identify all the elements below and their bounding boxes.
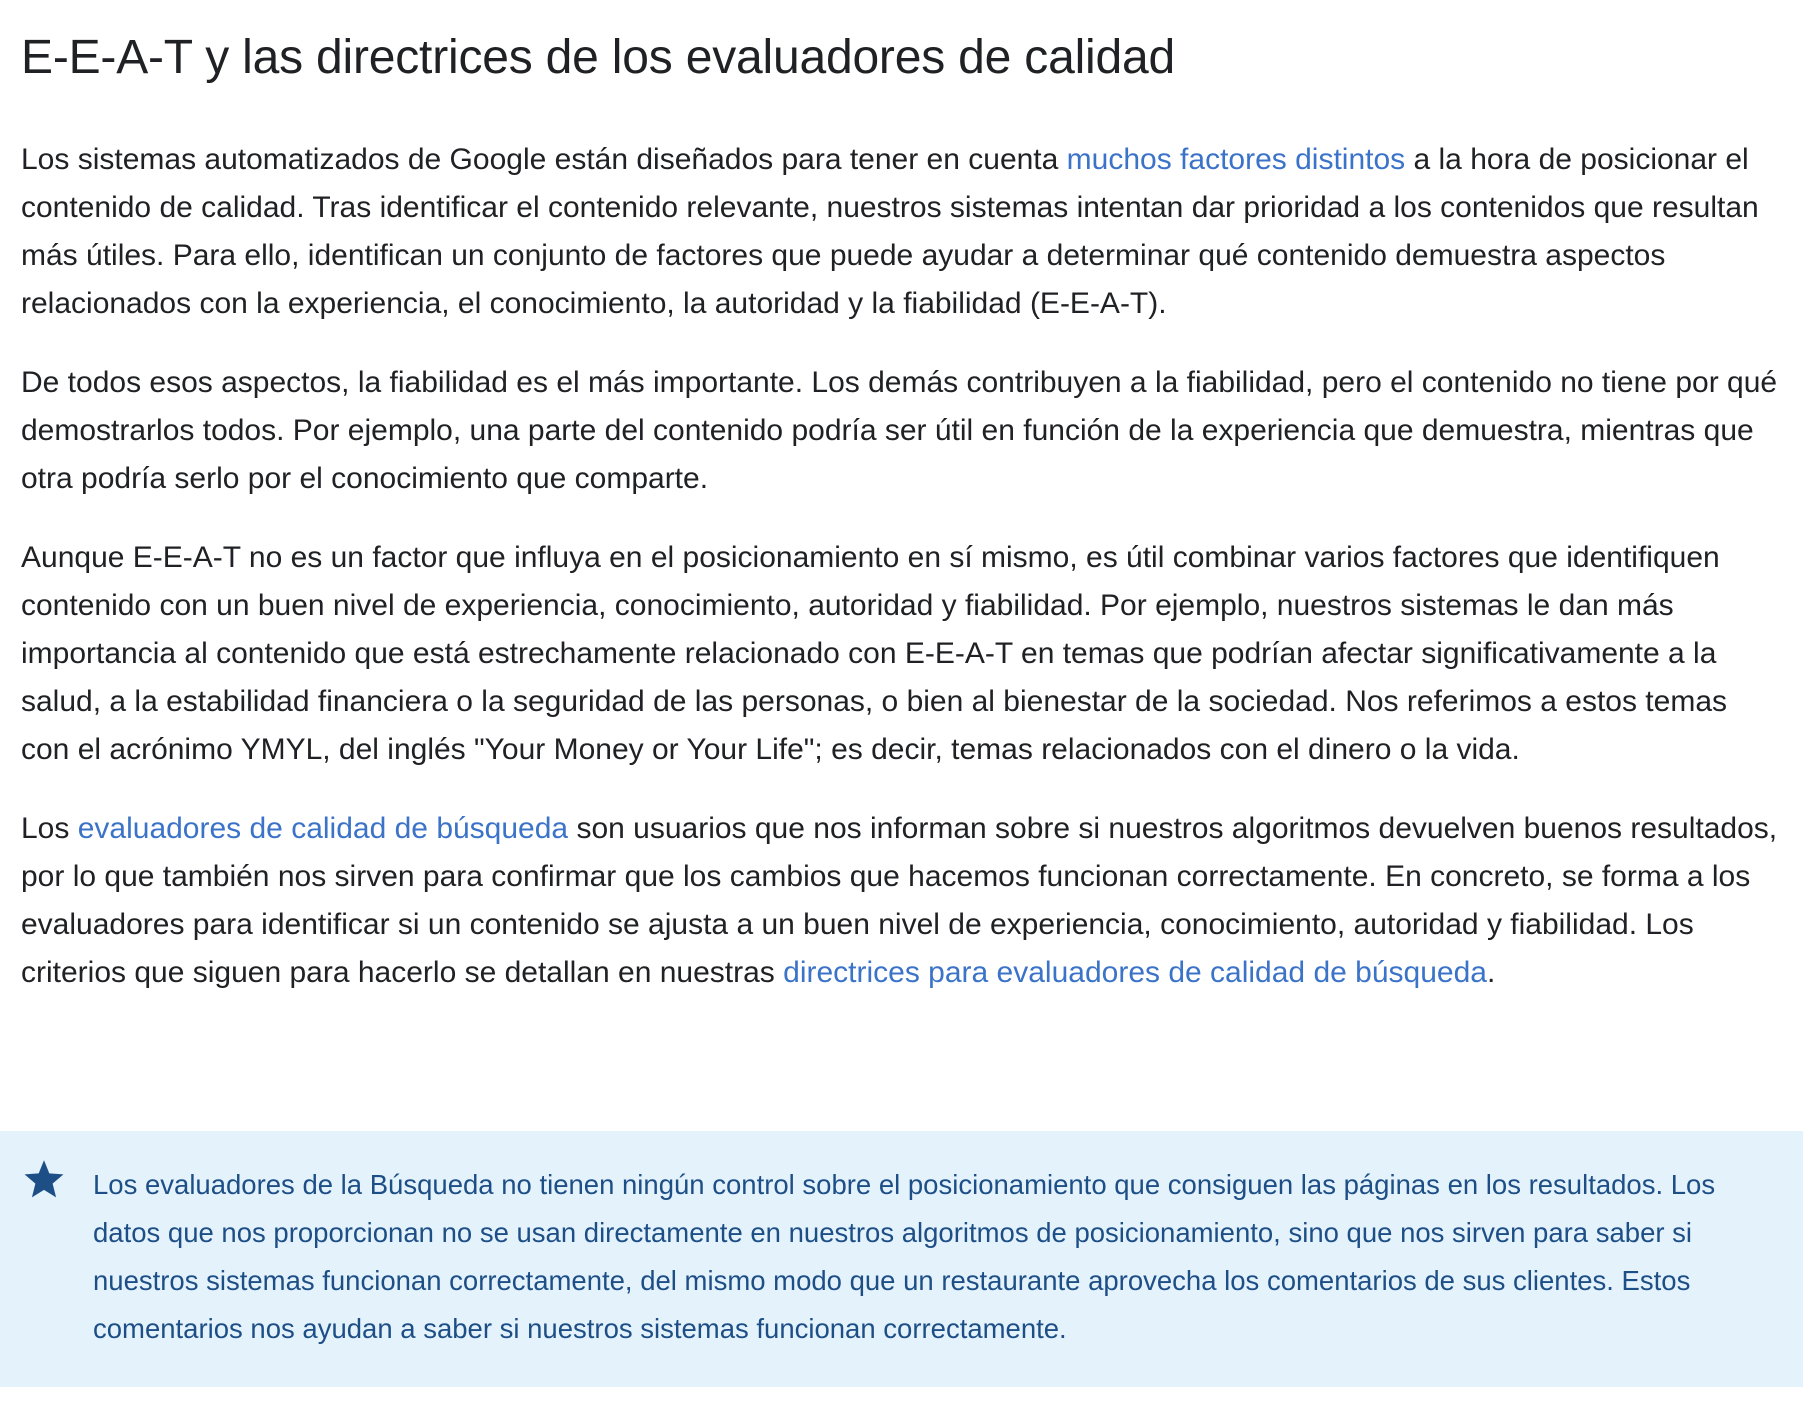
paragraph-quality-raters [21,805,1781,997]
paragraph-text: Los [21,812,78,845]
paragraph-text: son usuarios que nos informan sobre si nuestros algoritmos devuelven buenos resultados, por lo que también nos sirven para confirmar que los cambios que hacemos funcionan correctamente. En concreto, se forma a los evaluadores para identificar si un contenido se ajusta a un buen nivel de experiencia, conocimiento, autoridad y fiabilidad. Los criterios que siguen para hacerlo se detallan en nuestras [21,812,1778,989]
paragraph-ymyl: Aunque E-E-A-T no es un factor que influya en el posicionamiento en sí mismo, es útil combinar varios factores que identifiquen contenido con un buen nivel de experiencia, conocimiento, autoridad y fiabilidad. Por ejemplo, nuestros sistemas le dan más importancia al contenido que está estrechamente relacionado con E-E-A-T en temas que podrían afectar significativamente a la salud, a la estabilidad financiera o la seguridad de las personas, o bien al bienestar de la sociedad. Nos referimos a estos temas con el acrónimo YMYL, del inglés "Your Money or Your Life"; es decir, temas relacionados con el dinero o la vida. [21,541,1728,766]
paragraph-text: . [1486,956,1496,989]
link-rater-guidelines[interactable]: directrices para evaluadores de calidad de búsqueda [783,956,1487,989]
paragraph-trust: De todos esos aspectos, la fiabilidad es el más importante. Los demás contribuyen a la fiabilidad, pero el contenido no tiene por qué demostrarlos todos. Por ejemplo, una parte del contenido podría ser útil en función de la experiencia que demuestra, mientras que otra podría serlo por el conocimiento que comparte. [21,366,1778,495]
link-many-factors[interactable]: muchos factores distintos [1066,143,1406,176]
page-title: E-E-A-T y las directrices de los evaluadores de calidad [21,31,1175,84]
paragraph-text: a la hora de posicionar el contenido de calidad. Tras identificar el contenido relevante, nuestros sistemas intentan dar prioridad a los contenidos que resultan más útiles. Para ello, identifican un conjunto de factores que puede ayudar a determinar qué contenido demuestra aspectos relacionados con la experiencia, el conocimiento, la autoridad y la fiabilidad (E-E-A-T). [21,143,1759,320]
note-callout [0,1131,1803,1387]
paragraph-automated-systems [21,136,1781,328]
link-search-quality-raters[interactable]: evaluadores de calidad de búsqueda [77,812,569,845]
article-content [21,0,1781,997]
paragraph-text: Los sistemas automatizados de Google están diseñados para tener en cuenta [21,143,1067,176]
star-icon [22,1157,66,1201]
note-text: Los evaluadores de la Búsqueda no tienen ningún control sobre el posicionamiento que consiguen las páginas en los resultados. Los datos que nos proporcionan no se usan directamente en nuestros algoritmos de posicionamiento, sino que nos sirven para saber si nuestros sistemas funcionan correctamente, del mismo modo que un restaurante aprovecha los comentarios de sus clientes. Estos comentarios nos ayudan a saber si nuestros sistemas funcionan correctamente. [93,1169,1716,1344]
